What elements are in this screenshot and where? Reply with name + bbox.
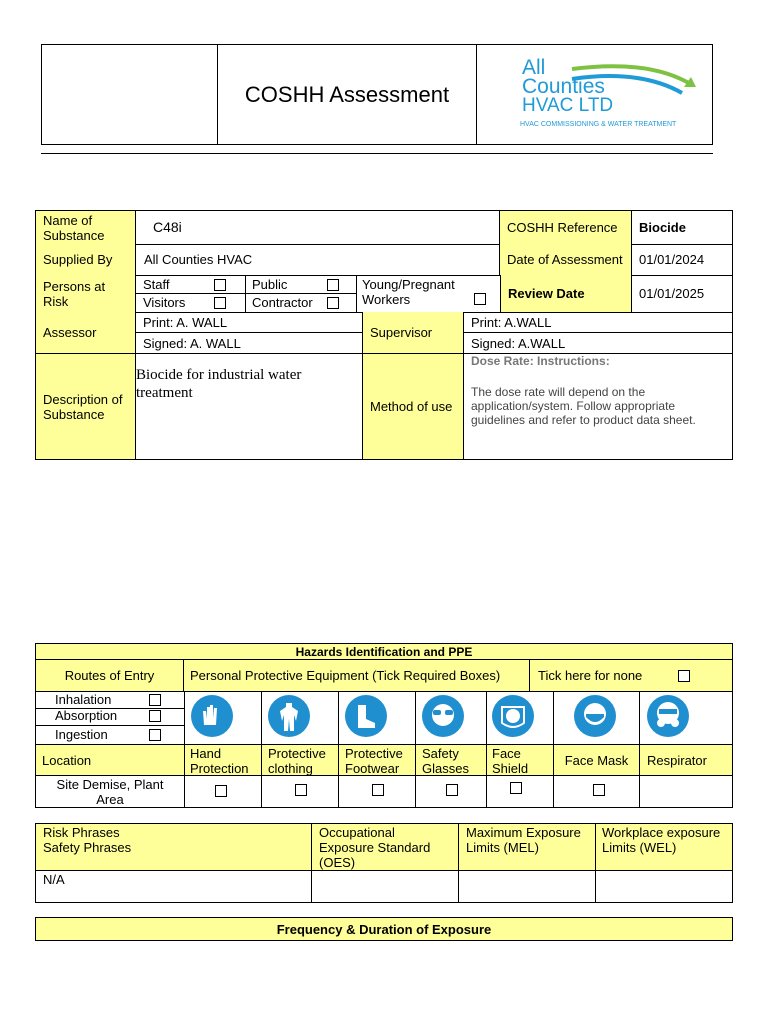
hand-protection-checkbox[interactable] bbox=[215, 785, 227, 797]
supplied-label: Supplied By bbox=[36, 244, 136, 275]
name-value: C48i bbox=[136, 211, 500, 244]
logo-text-all: All bbox=[522, 56, 546, 79]
reference-value: Biocide bbox=[639, 220, 686, 235]
respirator-icon bbox=[647, 695, 689, 737]
dose-heading: Dose Rate: Instructions: bbox=[471, 354, 610, 368]
protective-footwear-checkbox[interactable] bbox=[372, 784, 384, 796]
ppe-safety-glasses: Safety Glasses bbox=[416, 745, 486, 776]
dose-text: The dose rate will depend on the application/system. Follow appropriate guidelines and refer to product data sheet. bbox=[471, 385, 696, 427]
supervisor-label: Supervisor bbox=[362, 312, 464, 353]
gloves-icon bbox=[191, 695, 233, 737]
young-workers-checkbox[interactable] bbox=[474, 293, 486, 305]
ppe-respirator: Respirator bbox=[640, 745, 732, 776]
phrases-label: Risk Phrases Safety Phrases bbox=[36, 824, 312, 871]
inhalation-checkbox[interactable] bbox=[149, 694, 161, 706]
staff-checkbox[interactable] bbox=[214, 279, 226, 291]
description-value: Biocide for industrial water treatment bbox=[136, 367, 302, 401]
glasses-icon bbox=[422, 695, 464, 737]
ppe-label: Personal Protective Equipment (Tick Required Boxes) bbox=[184, 660, 530, 692]
review-date-value: 01/01/2025 bbox=[639, 286, 705, 301]
tick-none-checkbox[interactable] bbox=[678, 670, 690, 682]
boots-icon bbox=[345, 695, 387, 737]
page-title: COSHH Assessment bbox=[244, 81, 450, 107]
supervisor-print: Print: A.WALL bbox=[471, 314, 552, 330]
date-value: 01/01/2024 bbox=[639, 252, 705, 267]
absorption-checkbox[interactable] bbox=[149, 710, 161, 722]
method-label: Method of use bbox=[362, 354, 464, 459]
frequency-title: Frequency & Duration of Exposure bbox=[35, 917, 733, 941]
review-date-label: Review Date bbox=[501, 275, 632, 312]
ppe-protective-clothing: Protective clothing bbox=[262, 745, 338, 776]
public-checkbox[interactable] bbox=[327, 279, 339, 291]
supplied-value: All Counties HVAC bbox=[136, 244, 500, 275]
company-logo bbox=[512, 53, 702, 133]
wel-label: Workplace exposure Limits (WEL) bbox=[596, 824, 732, 871]
contractor-checkbox[interactable] bbox=[327, 297, 339, 309]
ppe-face-shield: Face Shield bbox=[487, 745, 553, 776]
safety-glasses-checkbox[interactable] bbox=[446, 784, 458, 796]
location-label: Location bbox=[36, 745, 184, 776]
logo-tagline: HVAC COMMISSIONING & WATER TREATMENT bbox=[520, 121, 677, 128]
name-label: Name of Substance bbox=[36, 211, 136, 244]
hazards-title: Hazards Identification and PPE bbox=[36, 644, 732, 660]
face-mask-checkbox[interactable] bbox=[593, 784, 605, 796]
young-workers-label: Young/Pregnant Workers bbox=[362, 277, 455, 307]
substance-table bbox=[35, 210, 733, 460]
overalls-icon bbox=[268, 695, 310, 737]
route-inhalation: Inhalation bbox=[55, 692, 112, 707]
oes-label: Occupational Exposure Standard (OES) bbox=[312, 824, 459, 871]
header-box bbox=[41, 44, 713, 145]
supervisor-signed: Signed: A.WALL bbox=[471, 335, 566, 351]
date-label: Date of Assessment bbox=[500, 244, 632, 275]
ppe-hand-protection: Hand Protection bbox=[185, 745, 261, 776]
mel-value bbox=[459, 871, 596, 902]
limits-table bbox=[35, 823, 733, 903]
phrases-value: N/A bbox=[36, 871, 312, 902]
route-absorption: Absorption bbox=[55, 708, 118, 723]
ppe-protective-footwear: Protective Footwear bbox=[339, 745, 415, 776]
logo-arrows-icon bbox=[570, 57, 700, 97]
oes-value bbox=[312, 871, 459, 902]
contractor-label: Contractor bbox=[252, 295, 313, 310]
description-label: Description of Substance bbox=[36, 354, 136, 459]
route-ingestion: Ingestion bbox=[55, 727, 108, 742]
visitors-checkbox[interactable] bbox=[214, 297, 226, 309]
wel-value bbox=[596, 871, 732, 902]
visitors-label: Visitors bbox=[143, 295, 186, 310]
ppe-face-mask: Face Mask bbox=[554, 745, 639, 776]
hazards-table bbox=[35, 643, 733, 808]
mel-label: Maximum Exposure Limits (MEL) bbox=[459, 824, 596, 871]
header-divider bbox=[41, 153, 713, 154]
reference-label: COSHH Reference bbox=[500, 211, 632, 244]
assessor-label: Assessor bbox=[36, 312, 136, 353]
location-value: Site Demise, Plant Area bbox=[56, 776, 164, 807]
face-shield-icon bbox=[492, 695, 534, 737]
logo-text-hvac: HVAC LTD bbox=[522, 95, 614, 116]
staff-label: Staff bbox=[143, 277, 170, 292]
logo-text-counties: Counties bbox=[522, 75, 605, 98]
public-label: Public bbox=[252, 277, 288, 292]
assessor-print: Print: A. WALL bbox=[143, 314, 228, 330]
routes-label: Routes of Entry bbox=[36, 660, 184, 692]
persons-label: Persons at Risk bbox=[36, 275, 136, 312]
tick-none-label: Tick here for none bbox=[530, 660, 732, 692]
ingestion-checkbox[interactable] bbox=[149, 729, 161, 741]
mask-icon bbox=[574, 695, 616, 737]
protective-clothing-checkbox[interactable] bbox=[295, 784, 307, 796]
assessor-signed: Signed: A. WALL bbox=[143, 335, 241, 351]
face-shield-checkbox[interactable] bbox=[510, 782, 522, 794]
